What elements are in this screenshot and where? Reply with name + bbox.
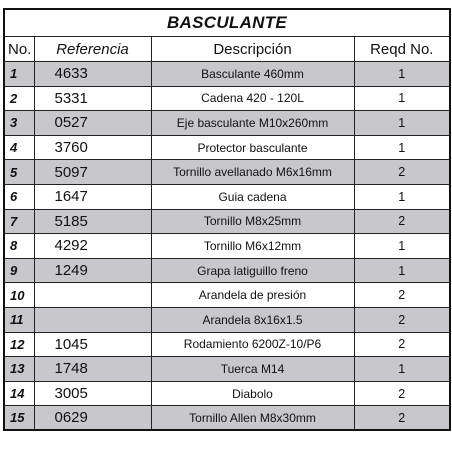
cell-referencia: 1748 <box>34 357 151 382</box>
cell-descripcion: Basculante 460mm <box>151 62 354 87</box>
cell-referencia: 0527 <box>34 111 151 136</box>
header-row <box>4 37 450 62</box>
cell-referencia: 1045 <box>34 332 151 357</box>
cell-referencia: 5097 <box>34 160 151 185</box>
cell-qty: 1 <box>354 86 450 111</box>
cell-no: 9 <box>4 258 34 283</box>
cell-descripcion: Grapa latiguillo freno <box>151 258 354 283</box>
title-row <box>4 9 450 37</box>
cell-qty: 2 <box>354 160 450 185</box>
cell-qty: 2 <box>354 209 450 234</box>
table-row <box>4 184 450 209</box>
cell-descripcion: Rodamiento 6200Z-10/P6 <box>151 332 354 357</box>
cell-qty: 2 <box>354 381 450 406</box>
cell-no: 5 <box>4 160 34 185</box>
cell-referencia: 5331 <box>34 86 151 111</box>
cell-no: 6 <box>4 184 34 209</box>
cell-descripcion: Tornillo avellanado M6x16mm <box>151 160 354 185</box>
cell-descripcion: Arandela 8x16x1.5 <box>151 307 354 332</box>
parts-table <box>3 8 451 431</box>
cell-no: 14 <box>4 381 34 406</box>
table-row <box>4 111 450 136</box>
cell-referencia: 4292 <box>34 234 151 259</box>
table-row <box>4 62 450 87</box>
cell-no: 4 <box>4 135 34 160</box>
header-descripcion: Descripción <box>151 37 354 62</box>
cell-descripcion: Tuerca M14 <box>151 357 354 382</box>
header-referencia: Referencia <box>34 37 151 62</box>
cell-qty: 2 <box>354 332 450 357</box>
parts-list-sheet <box>3 8 449 431</box>
table-body <box>4 62 450 431</box>
cell-referencia: 3760 <box>34 135 151 160</box>
cell-referencia: 0629 <box>34 406 151 431</box>
cell-qty: 1 <box>354 135 450 160</box>
cell-qty: 2 <box>354 283 450 308</box>
cell-qty: 1 <box>354 234 450 259</box>
cell-referencia: 1647 <box>34 184 151 209</box>
table-row <box>4 258 450 283</box>
table-row <box>4 357 450 382</box>
table-row <box>4 307 450 332</box>
table-row <box>4 406 450 431</box>
cell-qty: 1 <box>354 111 450 136</box>
table-row <box>4 234 450 259</box>
table-row <box>4 135 450 160</box>
table-row <box>4 86 450 111</box>
cell-referencia: 1249 <box>34 258 151 283</box>
cell-descripcion: Protector basculante <box>151 135 354 160</box>
cell-descripcion: Tornillo Allen M8x30mm <box>151 406 354 431</box>
cell-no: 11 <box>4 307 34 332</box>
cell-descripcion: Tornillo M6x12mm <box>151 234 354 259</box>
header-qty: Reqd No. <box>354 37 450 62</box>
cell-qty: 2 <box>354 406 450 431</box>
cell-descripcion: Eje basculante M10x260mm <box>151 111 354 136</box>
cell-no: 2 <box>4 86 34 111</box>
table-row <box>4 160 450 185</box>
cell-referencia: 3005 <box>34 381 151 406</box>
cell-referencia <box>34 283 151 308</box>
cell-no: 10 <box>4 283 34 308</box>
cell-referencia: 4633 <box>34 62 151 87</box>
cell-qty: 2 <box>354 307 450 332</box>
cell-descripcion: Cadena 420 - 120L <box>151 86 354 111</box>
cell-no: 1 <box>4 62 34 87</box>
cell-referencia: 5185 <box>34 209 151 234</box>
cell-descripcion: Guia cadena <box>151 184 354 209</box>
cell-no: 12 <box>4 332 34 357</box>
cell-descripcion: Tornillo M8x25mm <box>151 209 354 234</box>
cell-no: 7 <box>4 209 34 234</box>
table-row <box>4 381 450 406</box>
table-row <box>4 209 450 234</box>
cell-descripcion: Arandela de presión <box>151 283 354 308</box>
cell-qty: 1 <box>354 357 450 382</box>
cell-descripcion: Diabolo <box>151 381 354 406</box>
header-no: No. <box>4 37 34 62</box>
cell-referencia <box>34 307 151 332</box>
table-title: BASCULANTE <box>4 9 450 37</box>
cell-qty: 1 <box>354 184 450 209</box>
cell-no: 8 <box>4 234 34 259</box>
cell-no: 3 <box>4 111 34 136</box>
table-row <box>4 283 450 308</box>
table-row <box>4 332 450 357</box>
cell-no: 15 <box>4 406 34 431</box>
cell-no: 13 <box>4 357 34 382</box>
cell-qty: 1 <box>354 62 450 87</box>
cell-qty: 1 <box>354 258 450 283</box>
